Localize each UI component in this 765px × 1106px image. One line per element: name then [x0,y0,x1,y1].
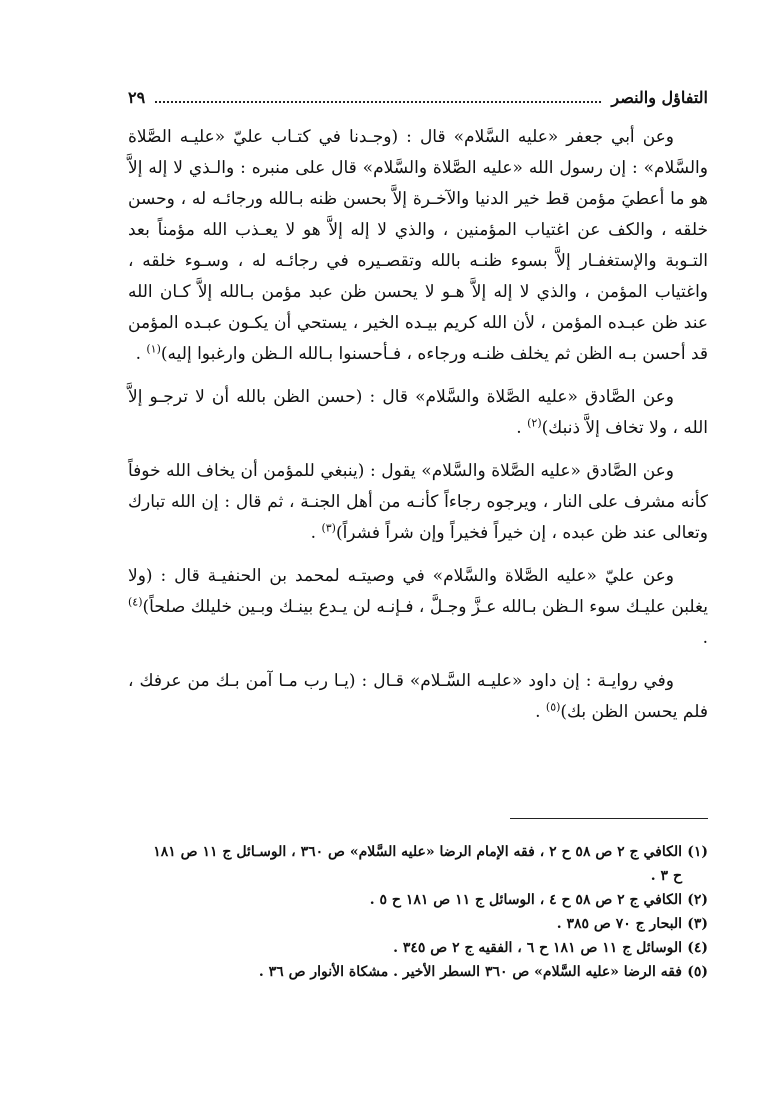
footnote-text: فقه الرضا «عليه السَّلام» ص ٣٦٠ السطر الأخير . مشكاة الأنوار ص ٣٦ . [258,964,682,980]
page-number: ٢٩ [128,88,146,107]
paragraph-end: . [310,523,322,543]
paragraph-4 [128,561,708,654]
running-title: التفاؤل والنصر [611,88,708,107]
footnote-number: (٥) [687,964,708,980]
footnote-text: الكافي ج ٢ ص ٥٨ ح ٢ ، فقه الإمام الرضا «عليه السَّلام» ص ٣٦٠ ، الوسـائل ج ١١ ص ١٨١ ح ٣ . [153,844,682,884]
footnote-number: (١) [687,844,708,860]
main-text [128,122,708,740]
leader-dots [155,101,601,103]
paragraph-3 [128,456,708,549]
footnote-ref: (١) [146,342,161,356]
footnote-divider [510,818,708,819]
paragraph-text: وعن عليّ «عليه الصَّلاة والسَّلام» في وصيتـه لمحمد بن الحنفيـة قال : (ولا يغلبن عليـك سوء الـظن بـالله عـزَّ وجـلَّ ، فـإنـه لن يـدع بينـك وبـين خليلك صلحاً) [128,566,708,617]
paragraph-1 [128,122,708,370]
footnote-number: (٢) [687,892,708,908]
footnote-number: (٣) [687,916,708,932]
paragraph-end: . [535,702,546,722]
footnote-ref: (٤) [128,595,143,609]
paragraph-text: وفي روايـة : إن داود «عليـه السَّـلام» قـال : (يـا رب مـا آمن بـك من عرفك ، فلم يحسن الظن بك) [128,671,708,722]
footnote-ref: (٥) [545,700,561,714]
footnote-2 [140,888,708,912]
footnotes [140,840,708,984]
running-header [128,82,708,108]
footnote-3 [140,912,708,936]
footnote-text: الوسائل ج ١١ ص ١٨١ ح ٦ ، الفقيه ج ٢ ص ٣٤٥ . [393,940,682,956]
paragraph-end: . [516,418,528,438]
paragraph-text: وعن أبي جعفر «عليه السَّلام» قال : (وجـدنا في كتـاب عليّ «عليـه الصَّلاة والسَّلام» : إن رسول الله «عليه الصَّلاة والسَّلام» قال على منبره : والـذي لا إله إلاَّ هو ما أعطيَ مؤمن قط خير الدنيا والآخـرة إلاَّ بحسن ظنه بـالله ورجائـه له ، وحسن خلقه ، والكف عن اغتياب المؤمنين ، والذي لا إله إلاَّ هو لا يعـذب الله مؤمناً بعد التـوبة والإستغفـار إلاَّ بسوء ظنـه بالله وتقصـيره في رجائـه له ، وسـوء خلقه ، واغتياب المؤمن ، والذي لا إله إلاَّ هـو لا يحسن ظن عبد مؤمن بـالله إلاَّ كـان الله عند ظن عبـده المؤمن ، لأن الله كريم بيـده الخير ، يستحي أن يكـون عبـده المؤمن قد أحسن بـه الظن ثم يخلف ظنـه ورجاءه ، فـأحسنوا بـالله الـظن وارغبوا إليه) [128,127,708,364]
footnote-number: (٤) [687,940,708,956]
paragraph-2 [128,382,708,444]
paragraph-end: . [702,628,708,648]
paragraph-text: وعن الصَّادق «عليه الصَّلاة والسَّلام» قال : (حسن الظن بالله أن لا ترجـو إلاَّ الله ، ولا تخاف إلاَّ ذنبك) [128,387,708,438]
paragraph-5 [128,666,708,728]
footnote-1 [140,840,708,888]
footnote-4 [140,936,708,960]
paragraph-end: . [135,344,147,364]
footnote-ref: (٢) [527,416,542,430]
footnote-5 [140,960,708,984]
footnote-ref: (٣) [321,521,336,535]
footnote-text: الكافي ج ٢ ص ٥٨ ح ٤ ، الوسائل ج ١١ ص ١٨١ ح ٥ . [369,892,682,908]
footnote-text: البحار ج ٧٠ ص ٣٨٥ . [556,916,682,932]
paragraph-text: وعن الصَّادق «عليه الصَّلاة والسَّلام» يقول : (ينبغي للمؤمن أن يخاف الله خوفاً كأنه مشرف على النار ، ويرجوه رجاءاً كأنـه من أهل الجنـة ، ثم قال : إن الله تبارك وتعالى عند ظن عبده ، إن خيراً فخيراً وإن شراً فشراً) [128,461,708,543]
